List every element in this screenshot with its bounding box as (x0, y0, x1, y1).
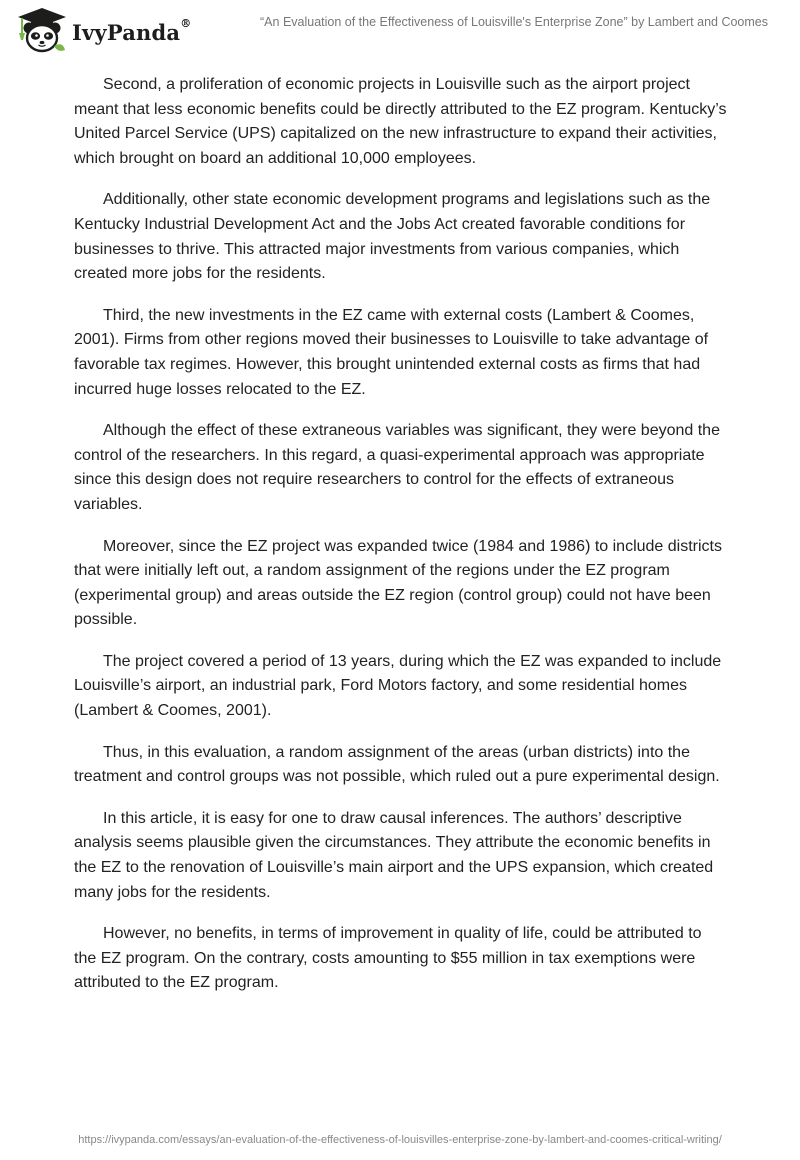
source-url[interactable]: https://ivypanda.com/essays/an-evaluation-of-the-effectiveness-of-louisvilles-enterprise-zone-by-lambert-and-coomes-critical-writing/ (78, 1134, 722, 1146)
paragraph: However, no benefits, in terms of improvement in quality of life, could be attributed to the EZ program. On the contrary, costs amounting to $55 million in tax exemptions were attributed to the EZ program. (74, 925, 702, 992)
paragraph: Third, the new investments in the EZ came with external costs (Lambert & Coomes, 2001). Firms from other regions moved their businesses to Louisville to take advantage of favorable tax regimes. However, this brought unintended external costs as firms that had incurred huge losses relocated to the EZ. (74, 306, 709, 398)
registered-mark: ® (180, 16, 192, 30)
ivypanda-logo[interactable] (16, 6, 191, 54)
paragraph: Thus, in this evaluation, a random assignment of the areas (urban districts) into the treatment and control groups was not possible, which ruled out a pure experimental design. (74, 743, 720, 786)
paragraph: Additionally, other state economic development programs and legislations such as the Kentucky Industrial Development Act and the Jobs Act created favorable conditions for businesses to thrive. This attracted major investments from various companies, which created more jobs for the residents. (74, 191, 711, 283)
page-header (0, 0, 800, 60)
panda-graduation-cap-logo-icon (16, 6, 68, 54)
document-title: “An Evaluation of the Effectiveness of Louisville's Enterprise Zone” by Lambert and Coomes (260, 15, 768, 29)
paragraph: Moreover, since the EZ project was expanded twice (1984 and 1986) to include districts that were initially left out, a random assignment of the regions under the EZ program (experimental group) and areas outside the EZ region (control group) could not have been possible. (74, 537, 722, 629)
brand-name-text: IvyPanda (72, 19, 181, 45)
essay-body (74, 73, 728, 1013)
paragraph: The project covered a period of 13 years, during which the EZ was expanded to include Louisville’s airport, an industrial park, Ford Motors factory, and some residential homes (Lambert & Coomes, 2001). (74, 652, 722, 720)
paragraph: Although the effect of these extraneous variables was significant, they were beyond the control of the researchers. In this regard, a quasi-experimental approach was appropriate since this design does not require researchers to control for the effects of extraneous variables. (74, 422, 720, 513)
paragraph: Second, a proliferation of economic projects in Louisville such as the airport project meant that less economic benefits could be directly attributed to the EZ program. Kentucky’s United Parcel Service (UPS) capitalized on the new infrastructure to expand their activities, which brought on board an additional 10,000 employees. (74, 76, 727, 167)
brand-name (72, 16, 192, 45)
paragraph: In this article, it is easy for one to draw causal inferences. The authors’ descriptive analysis seems plausible given the circumstances. They attribute the economic benefits in the EZ to the renovation of Louisville’s main airport and the UPS expansion, which created many jobs for the residents. (74, 809, 714, 901)
